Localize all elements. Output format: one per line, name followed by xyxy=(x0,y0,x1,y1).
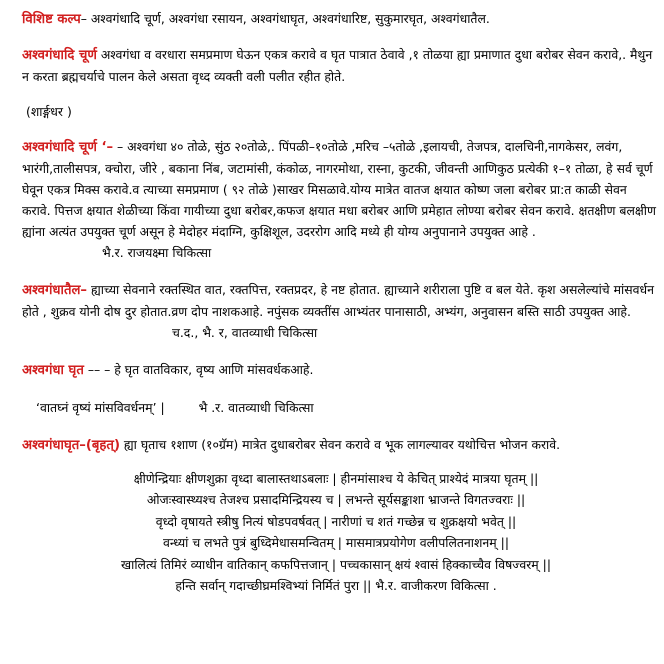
section-text: अश्वगंधा व वरधारा समप्रमाण घेऊन एकत्र करावे व घृत पात्रात ठेवावे ,१ तोळया ह्या प्रमाणात दुधा बरोबर सेवन करावे,. मैथुन न करता ब्रह्मचर्याचे पालन केले असता वृध्द व्यक्ती वली पलीत रहीत होते. xyxy=(22,47,653,84)
section-quote xyxy=(22,397,656,418)
section-ghrita-brihat xyxy=(22,434,656,456)
section-heading: अश्वगंधाघृत–(बृहत्) xyxy=(22,438,120,453)
sloka-line: खालित्यं तिमिरं व्याधीन वातिकान् कफपित्तजान् | पच्चकासान् क्षयं श्वासं हिक्काच्चैव विषज्वरम् || xyxy=(121,556,551,572)
section-text: – अश्वगंधादि चूर्ण, अश्वगंधा रसायन, अश्वगंधाघृत, अश्वगंधारिष्ट, सुकुमारघृत, अश्वगंधातैल. xyxy=(80,11,490,26)
sloka-block xyxy=(22,468,656,596)
section-vishisht xyxy=(22,8,656,30)
section-source: च.द., भै. र, वातव्याधी चिकित्सा xyxy=(172,325,318,340)
section-churna-1 xyxy=(22,44,656,87)
section-taila xyxy=(22,279,656,343)
section-heading: अश्वगंधादि चूर्ण xyxy=(22,48,97,63)
sloka-line: क्षीणेन्द्रियाः क्षीणशुक्रा वृध्दा बालास्तथाऽबलाः | हीनमांसाश्च ये केचित् प्राश्येदं मात्रया घृतम् || xyxy=(133,471,539,486)
section-ghrita xyxy=(22,359,656,381)
section-text: – अश्वगंधा ४० तोळे, सुंठ २०तोळे,. पिंपळी–१०तोळे ,मरिच –५तोळे ,इलायची, तेजपत्र, दालचिनी,नागकेसर, लवंग, भारंगी,तालीसपत्र, क्चोरा, जीरे , बकाना निंब, जटामांसी, कंकोळ, नागरमोथा, रास्ना, कुटकी, जीवन्ती आणिकुठ प्रत्येकी १–१ तोळा, हे सर्व चूर्ण घेवून एकत्र मिक्स करावे.व त्याच्या समप्रमाण ( ९२ तोळे )साखर मिसळावे.योग्य मात्रेत वातज क्षयात कोष्ण जला बरोबर प्रा:त काळी सेवन करावे. पित्तज क्षयात शेळीच्या किंवा गायीच्या दुधा बरोबर,कफज क्षयात मधा बरोबर आणि प्रमेहात लोण्या बरोबर सेवन करावे. क्षतक्षीण बलक्षीण ह्यांना अत्यंत उपयुक्त चूर्ण असून हे मेदोहर मंदाग्नि, कुक्षिशूल, उदररोग आदि मध्ये ही योग्य अनुपानाने उपयुक्त आहे . xyxy=(22,139,656,239)
sloka-line: वन्ध्यां च लभते पुत्रं बुध्दिमेधासमन्वितम् | मासमात्रप्रयोगेण वलीपलितनाशनम् || xyxy=(163,535,509,551)
section-text: ह्या घृताच १शाण (१०ग्रॅम) मात्रेत दुधाबरोबर सेवन करावे व भूक लागल्यावर यथोचित्त भोजन करावे. xyxy=(119,437,561,452)
section-source: भै.र. राजयक्ष्मा चिकित्सा xyxy=(102,245,212,260)
quote-source: भै .र. वातव्याधी चिकित्सा xyxy=(198,400,314,415)
section-heading: अश्वगंधा घृत xyxy=(22,363,84,378)
quote-text: ‘वातघ्नं वृष्यं मांसविवर्धनम्’ | xyxy=(36,400,165,415)
document-page xyxy=(0,8,664,664)
section-text: ह्याच्या सेवनाने रक्तस्थित वात, रक्तपित्त, रक्तप्रदर, हे नष्ट होतात. ह्याच्याने शरीराला पुष्टि व बल येते. कृश असलेल्यांचे मांसवर्धन होते , शुक्रव योनी दोष दुर होतात.व्रण दोप नाशकआहे. नपुंसक व्यक्तींस आभ्यंतर पानासाठी, अभ्यंग, अनुवासन बस्ति साठी उपयुक्त आहे. xyxy=(22,282,654,319)
section-heading: अश्वगंधादि चूर्ण ‘– xyxy=(22,140,114,155)
section-heading: विशिष्ट कल्प xyxy=(22,12,81,27)
sloka-line: ओजःस्वास्थ्यश्च तेजश्च प्रसादमिन्द्रियस्य च | लभन्ते सूर्यसङ्काशा भ्राजन्ते विगतज्वराः || xyxy=(146,492,526,508)
section-churna-2 xyxy=(22,136,656,263)
sloka-line: हन्ति सर्वान् गदाच्छीघ्रमश्विभ्यां निर्मितं पुरा || भै.र. वाजीकरण विकित्सा . xyxy=(175,578,497,594)
sloka-line: वृध्दो वृषायते स्त्रीषु नित्यं षोडपवर्षवत् | नारीणां च शतं गच्छेन्न च शुक्रक्षयो भवेत् || xyxy=(155,513,517,529)
section-heading: अश्वगंधातैल– xyxy=(22,283,88,298)
source-citation: (शार्ङ्गधर ) xyxy=(26,104,72,119)
section-text: –– – हे घृत वातविकार, वृष्य आणि मांसवर्धकआहे. xyxy=(83,362,314,377)
